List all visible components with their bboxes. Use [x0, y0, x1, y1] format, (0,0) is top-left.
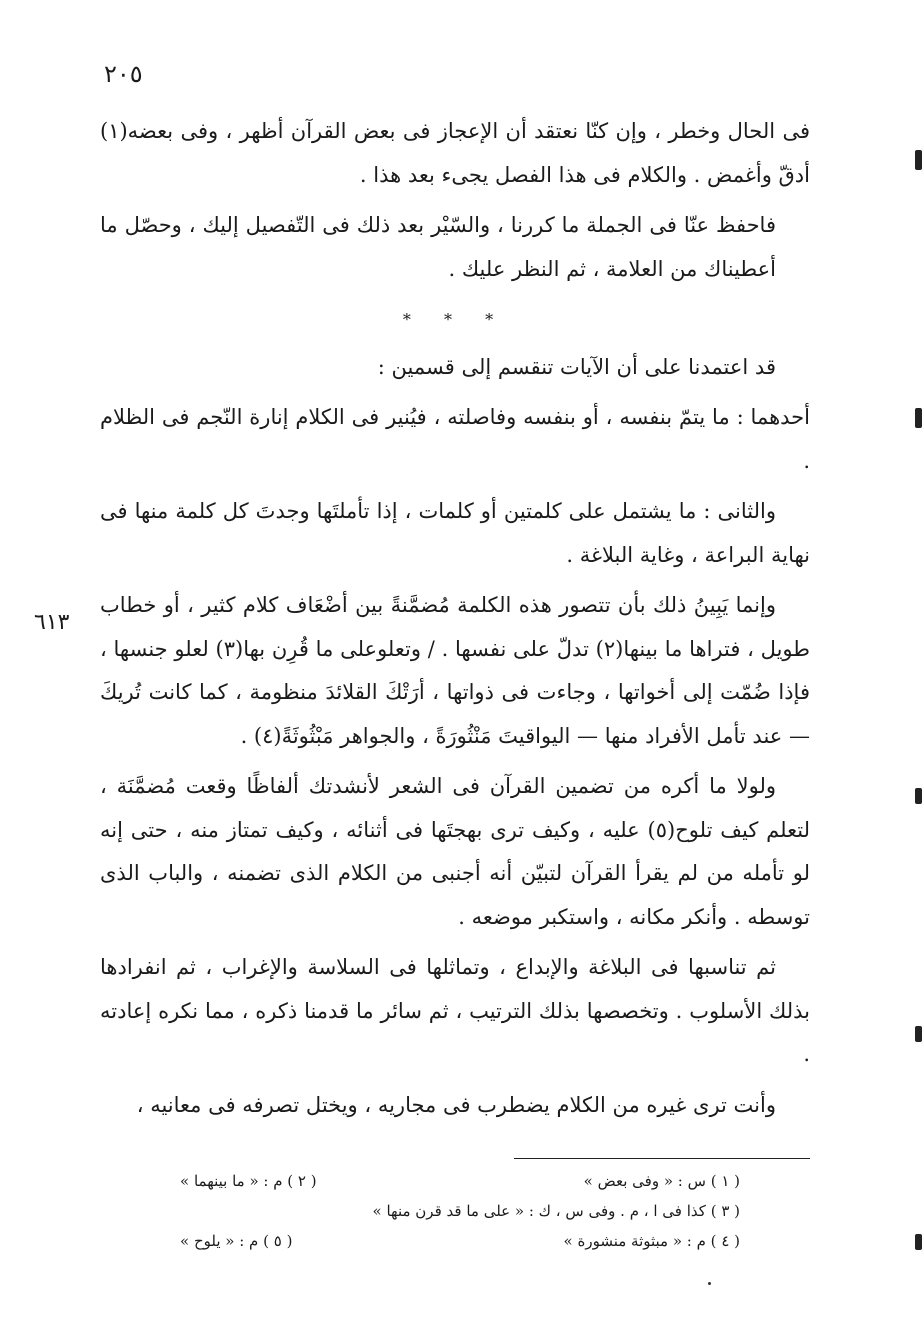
footnote-row — [100, 1166, 740, 1196]
section-break: * * * — [402, 310, 508, 329]
body-text — [100, 110, 810, 1134]
footnote-5: ( ٥ ) م : « يلوح » — [180, 1232, 293, 1250]
footnotes — [100, 1166, 740, 1256]
margin-note: ٦١٣ — [34, 610, 70, 635]
paragraph: فى الحال وخطر ، وإن كنّا نعتقد أن الإعجاز فى بعض القرآن أظهر ، وفى بعضه(١) أدقّ وأغمض . والكلام فى هذا الفصل يجىء بعد هذا . — [100, 119, 810, 187]
footnote-row — [100, 1226, 740, 1256]
paragraph: فاحفظ عنّا فى الجملة ما كررنا ، والسّيْر بعد ذلك فى التّفصيل إليك ، وحصّل ما أعطيناك من العلامة ، ثم النظر عليك . — [100, 213, 776, 281]
footnote-4: ( ٤ ) م : « مبثوثة منشورة » — [563, 1232, 740, 1250]
scan-edge-mark — [915, 150, 922, 170]
paragraph: والثانى : ما يشتمل على كلمتين أو كلمات ، إذا تأملتَها وجدتَ كل كلمة منها فى نهاية البراعة ، وغاية البلاغة . — [100, 499, 810, 567]
scan-edge-mark — [915, 408, 922, 428]
footnote-2: ( ٢ ) م : « ما بينهما » — [180, 1172, 317, 1190]
scan-edge-mark — [915, 788, 922, 804]
footnote-3: ( ٣ ) كذا فى ا ، م . وفى س ، ك : « على ما قد قرن منها » — [372, 1202, 740, 1220]
paragraph: قد اعتمدنا على أن الآيات تنقسم إلى قسمين : — [377, 354, 776, 379]
footnote-row — [100, 1196, 740, 1226]
paragraph: ثم تناسبها فى البلاغة والإبداع ، وتماثلها فى السلاسة والإغراب ، ثم انفرادها بذلك الأسلوب . وتخصصها بذلك الترتيب ، ثم سائر ما قدمنا ذكره ، مما نكره إعادته . — [100, 955, 810, 1066]
paragraph: وإنما يَبِينُ ذلك بأن تتصور هذه الكلمة مُضمَّنةً بين أضْعَاف كلام كثير ، أو خطاب طويل ، فتراها ما بينها(٢) تدلّ على نفسها . / وتعلوعلى ما قُرِن بها(٣) لعلو جنسها ، فإذا ضُمّت إلى أخواتها ، وجاءت فى ذواتها ، أرَتْكَ القلائدَ منظومة ، كما كانت تُريكَ — عند تأمل الأفراد منها — اليواقيتَ مَنْثُورَةً ، والجواهر مَبْثُوثَةً(٤) . — [100, 593, 810, 748]
scan-edge-mark — [915, 1234, 922, 1250]
footnote-1: ( ١ ) س : « وفى بعض » — [583, 1172, 740, 1190]
scan-edge-mark — [915, 1026, 922, 1042]
page-number: ٢٠٥ — [104, 60, 143, 88]
footnote-rule — [514, 1158, 810, 1159]
stray-dot — [708, 1282, 711, 1285]
paragraph: أحدهما : ما يتمّ بنفسه ، أو بنفسه وفاصلته ، فيُنير فى الكلام إنارة النّجم فى الظلام . — [100, 405, 810, 473]
paragraph: ولولا ما أكره من تضمين القرآن فى الشعر لأنشدتك ألفاظًا وقعت مُضمَّنَة ، لتعلم كيف تلوح(٥) عليه ، وكيف ترى بهجتَها فى أثنائه ، وكيف تمتاز منه ، حتى إنه لو تأمله من لم يقرأ القرآن لتبيّن أنه أجنبى من الكلام الذى تضمنه ، والباب الذى توسطه . وأنكر مكانه ، واستكبر موضعه . — [100, 774, 810, 929]
paragraph: وأنت ترى غيره من الكلام يضطرب فى مجاريه ، ويختل تصرفه فى معانيه ، — [136, 1092, 776, 1117]
